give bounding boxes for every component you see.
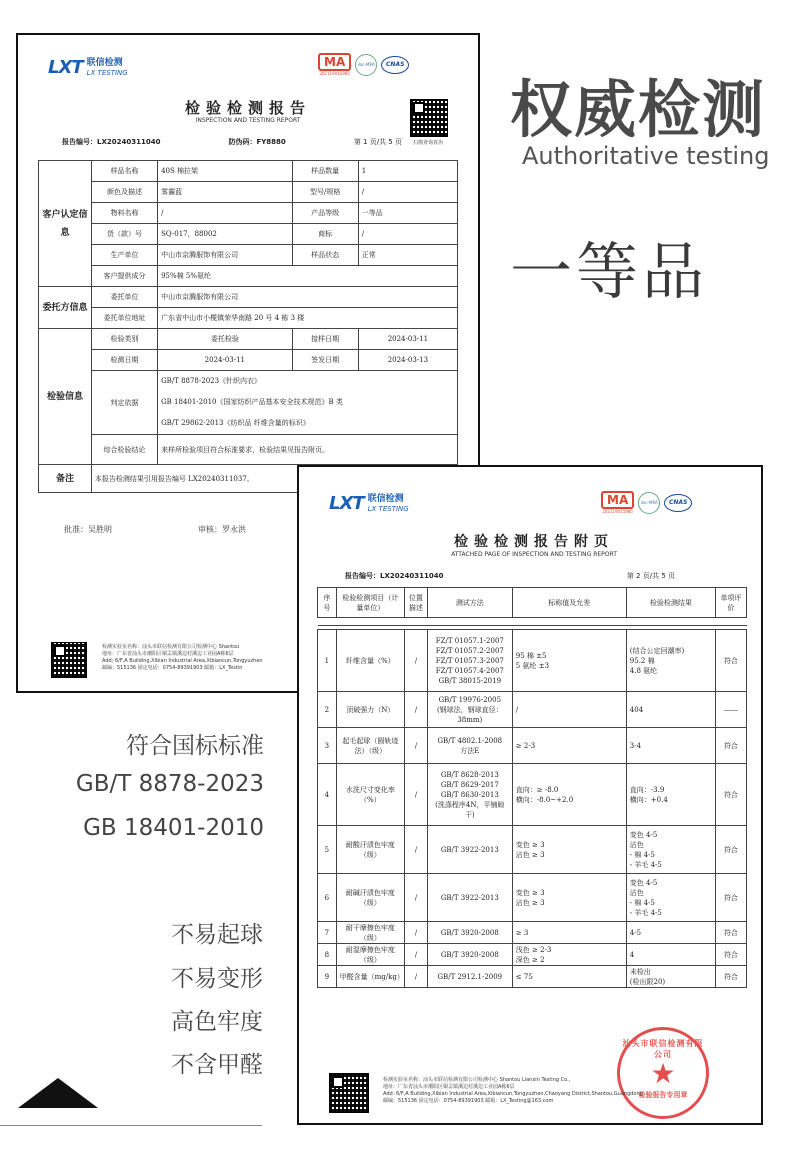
table-cell: 变色 4-5 沾色 - 棉 4-5 - 羊毛 4-5 xyxy=(626,826,715,874)
row-value: 委托检验 xyxy=(158,329,293,350)
table-cell: 3-4 xyxy=(626,728,715,764)
auditor-signature: 审核：罗永洪 xyxy=(198,525,246,534)
table-cell: ≥ 3 xyxy=(512,922,626,944)
row-label: 综合检验结论 xyxy=(91,435,157,465)
report-subtitle: INSPECTION AND TESTING REPORT xyxy=(195,117,301,124)
row-label: 样品名称 xyxy=(91,161,157,182)
table-row xyxy=(318,922,747,944)
ilac-mra-icon: ilac-MRA xyxy=(355,54,377,76)
table-cell: FZ/T 01057.1-2007 FZ/T 01057.2-2007 FZ/T 01057.3-2007 FZ/T 01057.4-2007 GB/T 38015-2019 xyxy=(427,630,512,692)
cma-mark: MA xyxy=(318,53,351,71)
table-cell: / xyxy=(405,728,428,764)
table-cell: 2 xyxy=(318,692,337,728)
table-cell: 9 xyxy=(318,966,337,988)
column-header: 单项评价 xyxy=(715,588,746,618)
footer-qr-code[interactable] xyxy=(51,642,87,678)
row-label: 样品数量 xyxy=(292,161,358,182)
section-inspect: 检验信息 xyxy=(39,329,92,465)
table-cell: 浅色 ≥ 2-3 深色 ≥ 2 xyxy=(512,944,626,966)
ilac-mra-icon: ilac-MRA xyxy=(638,492,660,514)
feature-line: 不易变形 xyxy=(171,966,263,992)
table-row xyxy=(318,764,747,826)
feature-line: 高色牢度 xyxy=(171,1009,263,1035)
cma-number: 202119015985 xyxy=(319,71,350,76)
table-row xyxy=(318,692,747,728)
row-label: 物料名称 xyxy=(91,203,157,224)
page-indicator: 第 1 页/共 5 页 xyxy=(353,138,402,146)
row-label: 生产单位 xyxy=(91,245,157,266)
row-label: 判定依据 xyxy=(91,371,157,435)
row-value: 中山市京腾服饰有限公司 xyxy=(158,287,458,308)
report-number: 报告编号：LX20240311040 xyxy=(345,572,444,580)
table-cell: / xyxy=(405,944,428,966)
cma-number: 202119015985 xyxy=(602,509,633,514)
table-cell: 未检出 (检出限20) xyxy=(626,966,715,988)
standard-line: 符合国标标准 xyxy=(126,733,264,759)
row-value: 中山市京腾服饰有限公司 xyxy=(158,245,293,266)
row-value: 雾霾蓝 xyxy=(158,182,293,203)
table-cell: 符合 xyxy=(715,826,746,874)
row-value: 本报告检测结果引用报告编号 LX20240311037。 xyxy=(91,465,457,493)
page-indicator: 第 2 页/共 5 页 xyxy=(626,572,675,580)
table-cell: 耐酸汗渍色牢度（级） xyxy=(336,826,404,874)
row-label: 客户提供成分 xyxy=(91,266,157,287)
logo-cn: 联信检测 xyxy=(86,57,123,68)
table-cell: 变色 ≥ 3 沾色 ≥ 3 xyxy=(512,874,626,922)
table-cell: / xyxy=(512,692,626,728)
table-row xyxy=(318,630,747,692)
table-cell: 顶破强力（N） xyxy=(336,692,404,728)
lx-testing-logo xyxy=(329,493,409,514)
table-cell: 耐干摩擦色牢度（级） xyxy=(336,922,404,944)
footer-text xyxy=(102,644,263,672)
footer-line: Add: 6/F,A Building,Xibian Industrial Area,Xibiancun,Tongyuzhen,Chaoyang District,Shantou,Guangdong xyxy=(383,1091,643,1097)
seal-bottom-text: 检验报告专用章 xyxy=(638,1091,688,1099)
footer-line: 地址：广东省汕头市潮阳区铜盂镇溪边村溪边工业园A栋6层 xyxy=(383,1084,515,1090)
authoritative-heading: 权威检测 xyxy=(510,73,767,146)
table-cell: 符合 xyxy=(715,630,746,692)
table-cell: 变色 4-5 沾色 - 棉 4-5 - 羊毛 4-5 xyxy=(626,874,715,922)
row-label: 样品状态 xyxy=(292,245,358,266)
section-client: 客户认定信息 xyxy=(39,161,92,287)
table-row xyxy=(318,966,747,988)
table-cell: GB/T 3920-2008 xyxy=(427,922,512,944)
column-header: 测试方法 xyxy=(427,588,512,618)
row-label: 检验类别 xyxy=(91,329,157,350)
footer-qr-code[interactable] xyxy=(329,1073,369,1113)
cma-mark: MA xyxy=(601,491,634,509)
row-value: 95%棉 5%氨纶 xyxy=(158,266,458,287)
logo-en: LX TESTING xyxy=(367,504,409,513)
row-label: 颜色及描述 xyxy=(91,182,157,203)
row-value: 2024-03-13 xyxy=(358,350,457,371)
report-number: 报告编号：LX20240311040 xyxy=(62,138,161,146)
attached-meta-row xyxy=(345,571,675,581)
table-row xyxy=(318,826,747,874)
grade-label: 一等品 xyxy=(510,235,709,308)
table-cell: / xyxy=(405,874,428,922)
cnas-icon: CNAS xyxy=(381,56,409,74)
feature-line: 不含甲醛 xyxy=(171,1052,263,1078)
table-cell: GB/T 3922-2013 xyxy=(427,874,512,922)
table-cell: 甲醛含量（mg/kg） xyxy=(336,966,404,988)
row-value: / xyxy=(158,203,293,224)
standard-line: GB 18401-2010 xyxy=(83,815,264,841)
table-cell: / xyxy=(405,692,428,728)
table-cell: / xyxy=(405,922,428,944)
table-cell: 符合 xyxy=(715,764,746,826)
row-label: 委托单位 xyxy=(91,287,157,308)
report-meta-row xyxy=(62,137,402,147)
logo-mark: LXT xyxy=(48,57,83,78)
table-cell: 符合 xyxy=(715,874,746,922)
logo-mark: LXT xyxy=(329,493,364,514)
row-value: 广东省中山市小榄镇荣华南路 20 号 4 栋 3 楼 xyxy=(158,308,458,329)
table-cell: 4-5 xyxy=(626,922,715,944)
column-header: 序号 xyxy=(318,588,337,618)
row-value: 正常 xyxy=(358,245,457,266)
table-cell: 7 xyxy=(318,922,337,944)
triangle-icon xyxy=(18,1078,98,1108)
row-value: 一等品 xyxy=(358,203,457,224)
column-header: 检验检测项目（计量单位） xyxy=(336,588,404,618)
approver-signature: 批准：吴胜明 xyxy=(64,525,112,534)
cnas-icon: CNAS xyxy=(664,494,692,512)
footer-line: 地址：广东省汕头市潮阳区铜盂镇溪边村溪边工业园A栋6层 xyxy=(102,651,234,657)
table-cell: ≤ 75 xyxy=(512,966,626,988)
row-value: / xyxy=(358,182,457,203)
cert-marks xyxy=(318,53,409,76)
table-cell: GB/T 3922-2013 xyxy=(427,826,512,874)
table-cell: 404 xyxy=(626,692,715,728)
logo-cn: 联信检测 xyxy=(367,493,404,504)
row-value: SQ-017，88002 xyxy=(158,224,293,245)
table-cell: 符合 xyxy=(715,944,746,966)
basis-line: GB 18401-2010《国家纺织产品基本安全技术规范》B 类 xyxy=(161,398,343,406)
table-cell: / xyxy=(405,764,428,826)
table-cell: 8 xyxy=(318,944,337,966)
table-cell: 4 xyxy=(318,764,337,826)
table-cell: GB/T 8628-2013 GB/T 8629-2017 GB/T 8630-2013 (洗涤程序4N，平铺晾干) xyxy=(427,764,512,826)
verification-qr-code[interactable] xyxy=(410,99,448,137)
basis-values xyxy=(158,371,458,435)
authoritative-heading-en: Authoritative testing xyxy=(522,142,770,170)
test-results-body xyxy=(317,629,747,988)
feature-line: 不易起球 xyxy=(171,922,263,948)
inspection-report-attached-page xyxy=(297,465,763,1125)
row-label: 检测日期 xyxy=(91,350,157,371)
row-label: 产品等级 xyxy=(292,203,358,224)
table-cell: 变色 ≥ 3 沾色 ≥ 3 xyxy=(512,826,626,874)
table-cell: / xyxy=(405,630,428,692)
table-cell: 95 棉 ±5 5 氨纶 ±3 xyxy=(512,630,626,692)
table-cell: GB/T 19976-2005 (钢球法，钢球直径：38mm) xyxy=(427,692,512,728)
row-value: / xyxy=(358,224,457,245)
seal-top-text: 汕头市联信检测有限公司 xyxy=(622,1039,704,1059)
table-cell: 6 xyxy=(318,874,337,922)
row-value: 来样所检验项目符合标准要求，检验结果见报告附页。 xyxy=(158,435,458,465)
table-cell: 起毛起球（圆轨迹法）（级） xyxy=(336,728,404,764)
cert-marks xyxy=(601,491,692,514)
column-header: 标称值及允差 xyxy=(512,588,626,618)
table-cell: 符合 xyxy=(715,728,746,764)
footer-line: 检测实验室名称：汕头市联信检测有限公司检测中心 Shantou Lianxin Testing Co., xyxy=(383,1077,571,1083)
table-cell: 5 xyxy=(318,826,337,874)
row-label: 接样日期 xyxy=(292,329,358,350)
qr-caption: 扫描查询真伪 xyxy=(412,140,443,146)
section-entrust: 委托方信息 xyxy=(39,287,92,329)
seal-star-icon: ★ xyxy=(650,1056,676,1090)
attached-page-subtitle: ATTACHED PAGE OF INSPECTION AND TESTING REPORT xyxy=(451,551,617,558)
table-cell: / xyxy=(405,826,428,874)
standard-line: GB/T 8878-2023 xyxy=(75,771,264,797)
table-cell: 耐湿摩擦色牢度（级） xyxy=(336,944,404,966)
table-cell: 4 xyxy=(626,944,715,966)
column-header: 位置描述 xyxy=(405,588,428,618)
row-label: 委托单位地址 xyxy=(91,308,157,329)
report-info-table xyxy=(38,160,458,493)
row-label: 签发日期 xyxy=(292,350,358,371)
table-row xyxy=(318,944,747,966)
attached-page-title: 检验检测报告附页 xyxy=(454,534,614,550)
row-label: 型号/规格 xyxy=(292,182,358,203)
official-seal xyxy=(617,1027,709,1119)
table-cell: 耐碱汗渍色牢度（级） xyxy=(336,874,404,922)
row-label: 货（款）号 xyxy=(91,224,157,245)
divider-line xyxy=(0,1125,262,1126)
table-cell: 直向：-3.9 横向：+0.4 xyxy=(626,764,715,826)
test-results-table xyxy=(317,587,747,626)
table-cell: 水洗尺寸变化率（%） xyxy=(336,764,404,826)
table-header-row xyxy=(318,588,747,618)
table-cell: GB/T 2912.1-2009 xyxy=(427,966,512,988)
table-cell: 1 xyxy=(318,630,337,692)
column-header: 检验检测结果 xyxy=(626,588,715,618)
row-value: 2024-03-11 xyxy=(158,350,293,371)
table-cell: 直向：≥ -8.0 横向：-8.0~+2.0 xyxy=(512,764,626,826)
basis-line: GB/T 8878-2023《针织内衣》 xyxy=(161,377,262,385)
table-cell: GB/T 4802.1-2008 方法E xyxy=(427,728,512,764)
table-row xyxy=(318,874,747,922)
report-title: 检验检测报告 xyxy=(184,99,311,117)
row-value: 40S 棉拉架 xyxy=(158,161,293,182)
table-cell: (结合公定回潮率) 95.2 棉 4.8 氨纶 xyxy=(626,630,715,692)
table-cell: 3 xyxy=(318,728,337,764)
table-cell: ≥ 2-3 xyxy=(512,728,626,764)
table-cell: —— xyxy=(715,692,746,728)
logo-en: LX TESTING xyxy=(86,68,128,77)
footer-line: Add: 6/F,A Building,Xibian Industrial Area,Xibiancun,Tongyuzhen xyxy=(102,658,263,664)
table-cell: / xyxy=(405,966,428,988)
table-cell: 符合 xyxy=(715,966,746,988)
basis-line: GB/T 29862-2013《纺织品 纤维含量的标识》 xyxy=(161,419,310,427)
footer-text xyxy=(383,1077,643,1105)
table-cell: 纤维含量（%） xyxy=(336,630,404,692)
footer-line: 邮编：515136 固定电话：0754-89391903 邮箱：LX_Testin xyxy=(102,665,243,671)
anti-fake-code: 防伪码：FY8880 xyxy=(228,138,286,146)
row-value: 1 xyxy=(358,161,457,182)
row-label: 商标 xyxy=(292,224,358,245)
spacer-row xyxy=(318,618,747,626)
table-cell: 符合 xyxy=(715,922,746,944)
section-note: 备注 xyxy=(39,465,92,493)
table-cell: GB/T 3920-2008 xyxy=(427,944,512,966)
footer-line: 邮编：515136 固定电话：0754-89391903 邮箱：LX_Testing@163.com xyxy=(383,1098,554,1104)
footer-line: 检测实验室名称：汕头市联信检测有限公司检测中心 Shantou xyxy=(102,644,240,650)
table-row xyxy=(318,728,747,764)
row-value: 2024-03-11 xyxy=(358,329,457,350)
lx-testing-logo xyxy=(48,57,128,78)
